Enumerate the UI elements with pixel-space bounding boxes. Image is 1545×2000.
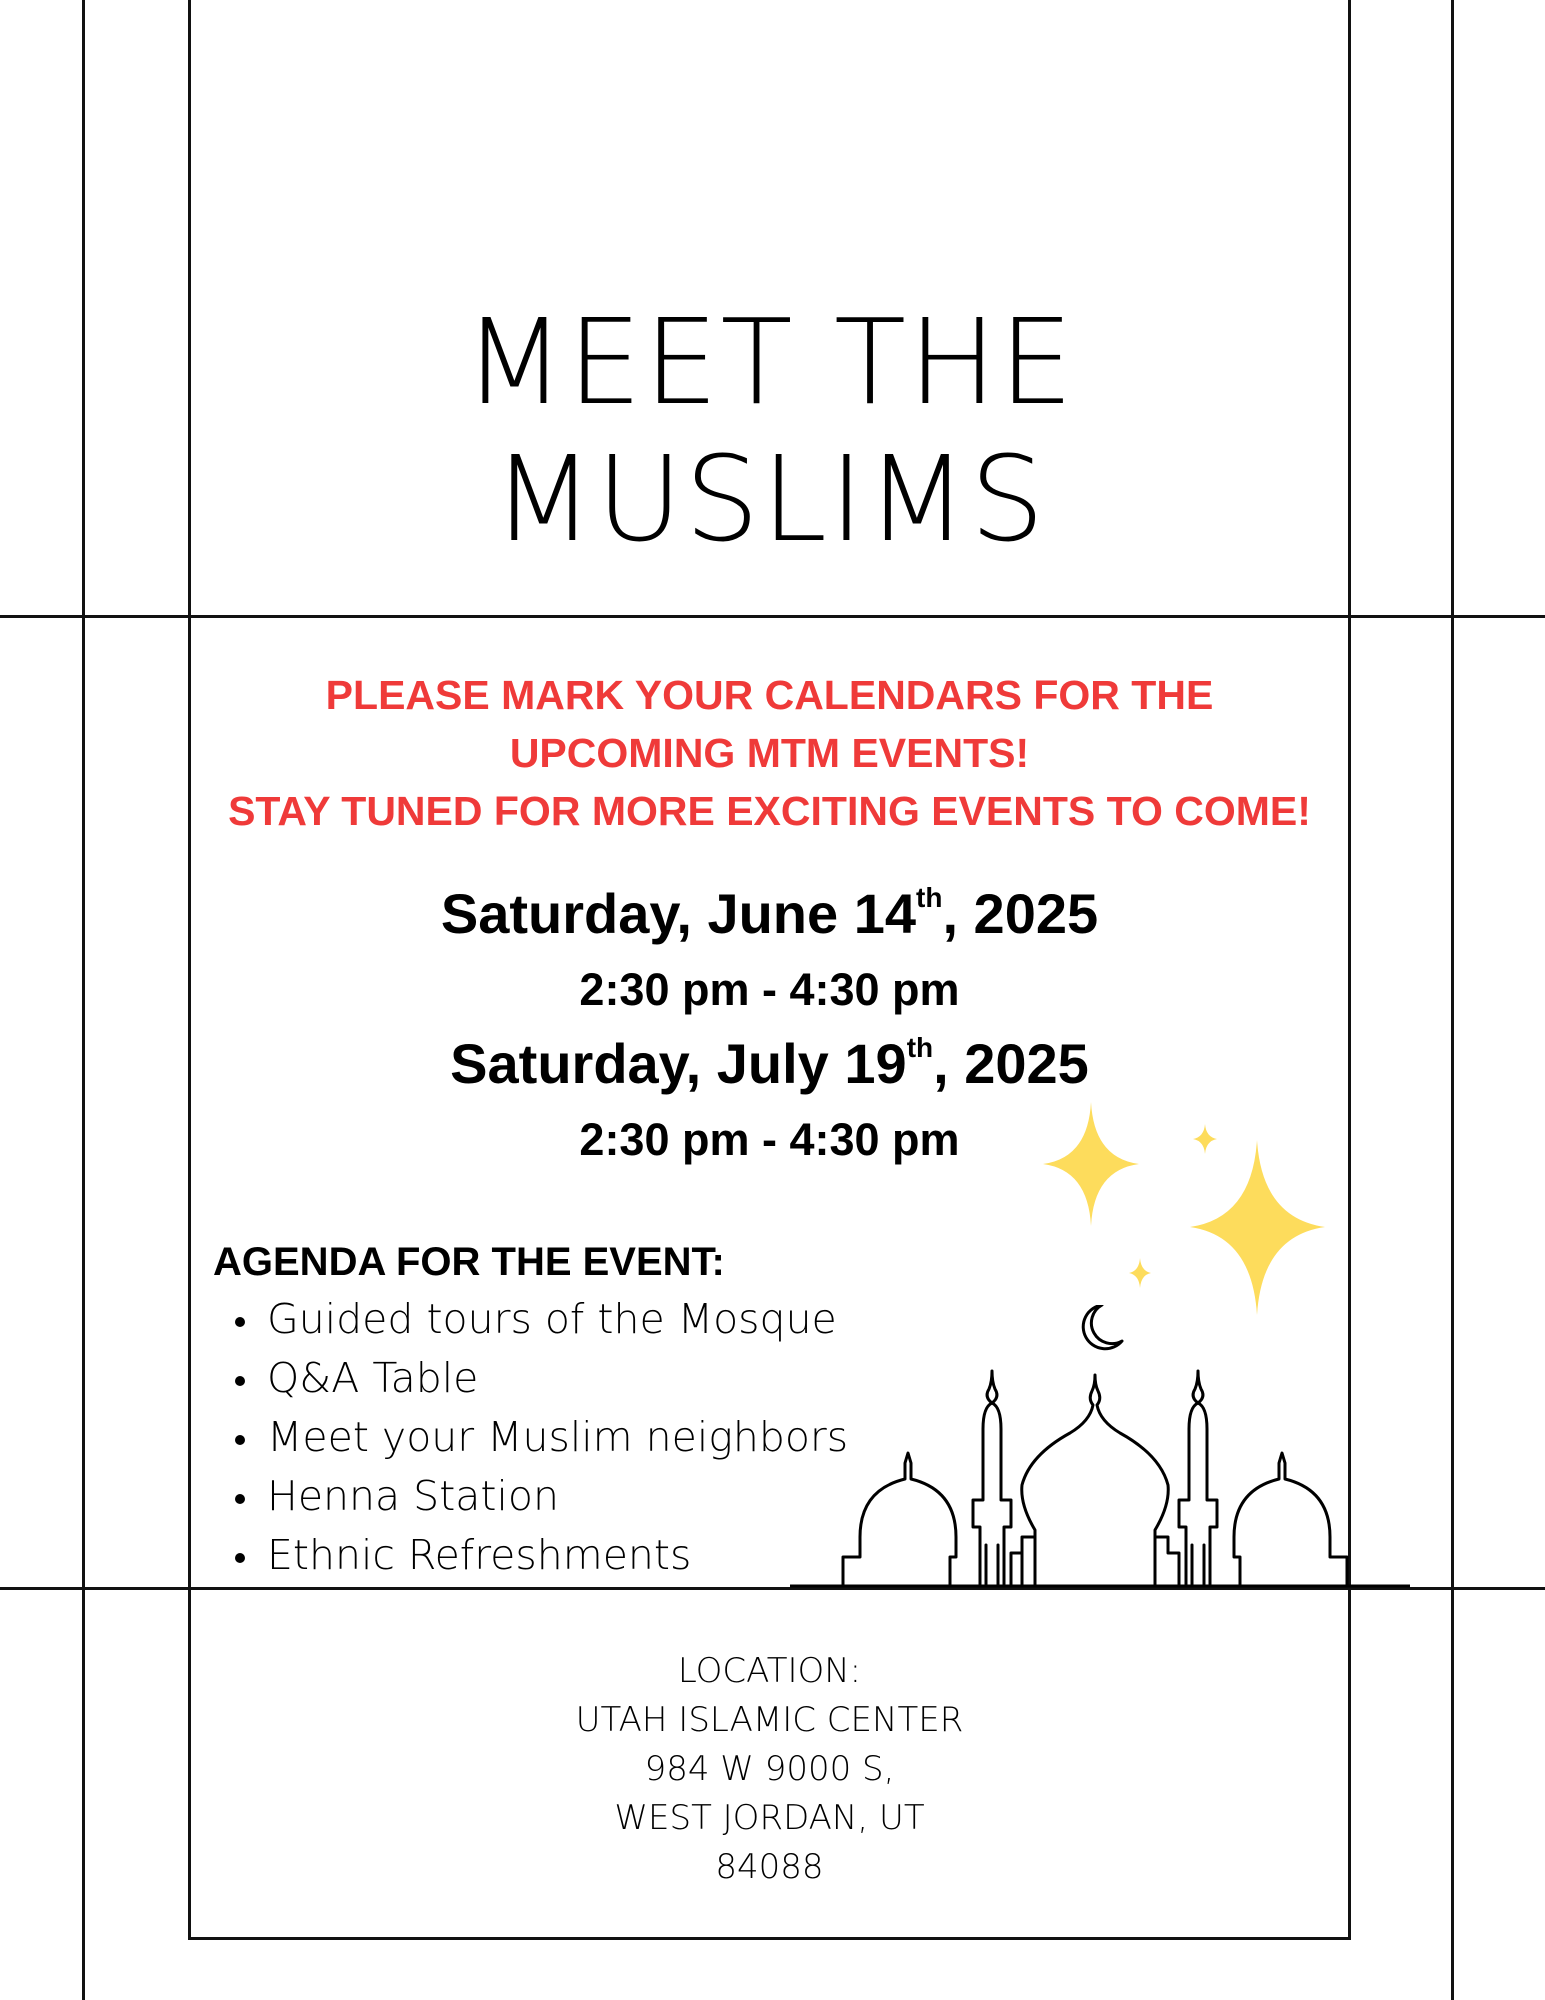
- agenda-item: Ethnic Refreshments: [213, 1526, 848, 1585]
- grid-line-vertical-left: [82, 0, 85, 2000]
- location-city: WEST JORDAN, UT: [614, 1798, 925, 1838]
- agenda-list: [213, 1290, 848, 1585]
- grid-line-vertical-right: [1451, 0, 1454, 2000]
- event-2-date: [188, 1032, 1351, 1095]
- event-2-year: , 2025: [933, 1032, 1089, 1095]
- agenda-item: Henna Station: [213, 1467, 848, 1526]
- event-1-date-suffix: th: [916, 882, 943, 913]
- agenda-item: Q&A Table: [213, 1349, 848, 1408]
- agenda-item: Guided tours of the Mosque: [213, 1290, 848, 1349]
- sparkle-star-icon-small: [1129, 1258, 1151, 1288]
- flyer-title-line-1: MEET THE: [463, 293, 1076, 431]
- event-1-date: [188, 882, 1351, 945]
- agenda-item: Meet your Muslim neighbors: [213, 1408, 848, 1467]
- bullet-icon: [235, 1376, 245, 1386]
- location-street: 984 W 9000 S,: [644, 1749, 895, 1789]
- flyer-title-line-2: MUSLIMS: [492, 430, 1047, 568]
- notice-line-2: UPCOMING MTM EVENTS!: [509, 730, 1030, 776]
- bullet-icon: [235, 1317, 245, 1327]
- sparkle-star-icon-small: [1193, 1124, 1217, 1154]
- event-2-date-text: Saturday, July 19: [450, 1032, 907, 1095]
- agenda-heading: AGENDA FOR THE EVENT:: [213, 1240, 725, 1284]
- notice-line-3: STAY TUNED FOR MORE EXCITING EVENTS TO COME!: [228, 788, 1311, 834]
- notice-line-1: PLEASE MARK YOUR CALENDARS FOR THE: [325, 672, 1214, 718]
- sparkle-star-icon-large: [1190, 1140, 1325, 1315]
- mosque-outline-icon: [790, 1305, 1410, 1590]
- crescent-moon-icon: [1083, 1305, 1122, 1349]
- event-2-date-suffix: th: [906, 1032, 934, 1063]
- event-1-year: , 2025: [942, 882, 1099, 945]
- event-1-time: 2:30 pm - 4:30 pm: [579, 964, 960, 1015]
- event-2-time: 2:30 pm - 4:30 pm: [579, 1114, 960, 1165]
- bullet-icon: [235, 1494, 245, 1504]
- bullet-icon: [235, 1553, 245, 1563]
- location-zip: 84088: [715, 1847, 824, 1887]
- location-block: [188, 1647, 1351, 1892]
- location-name: UTAH ISLAMIC CENTER: [575, 1700, 964, 1740]
- bullet-icon: [235, 1435, 245, 1445]
- event-1-date-text: Saturday, June 14: [440, 882, 916, 945]
- location-label: LOCATION:: [677, 1651, 862, 1691]
- sparkle-star-icon-medium: [1043, 1102, 1139, 1226]
